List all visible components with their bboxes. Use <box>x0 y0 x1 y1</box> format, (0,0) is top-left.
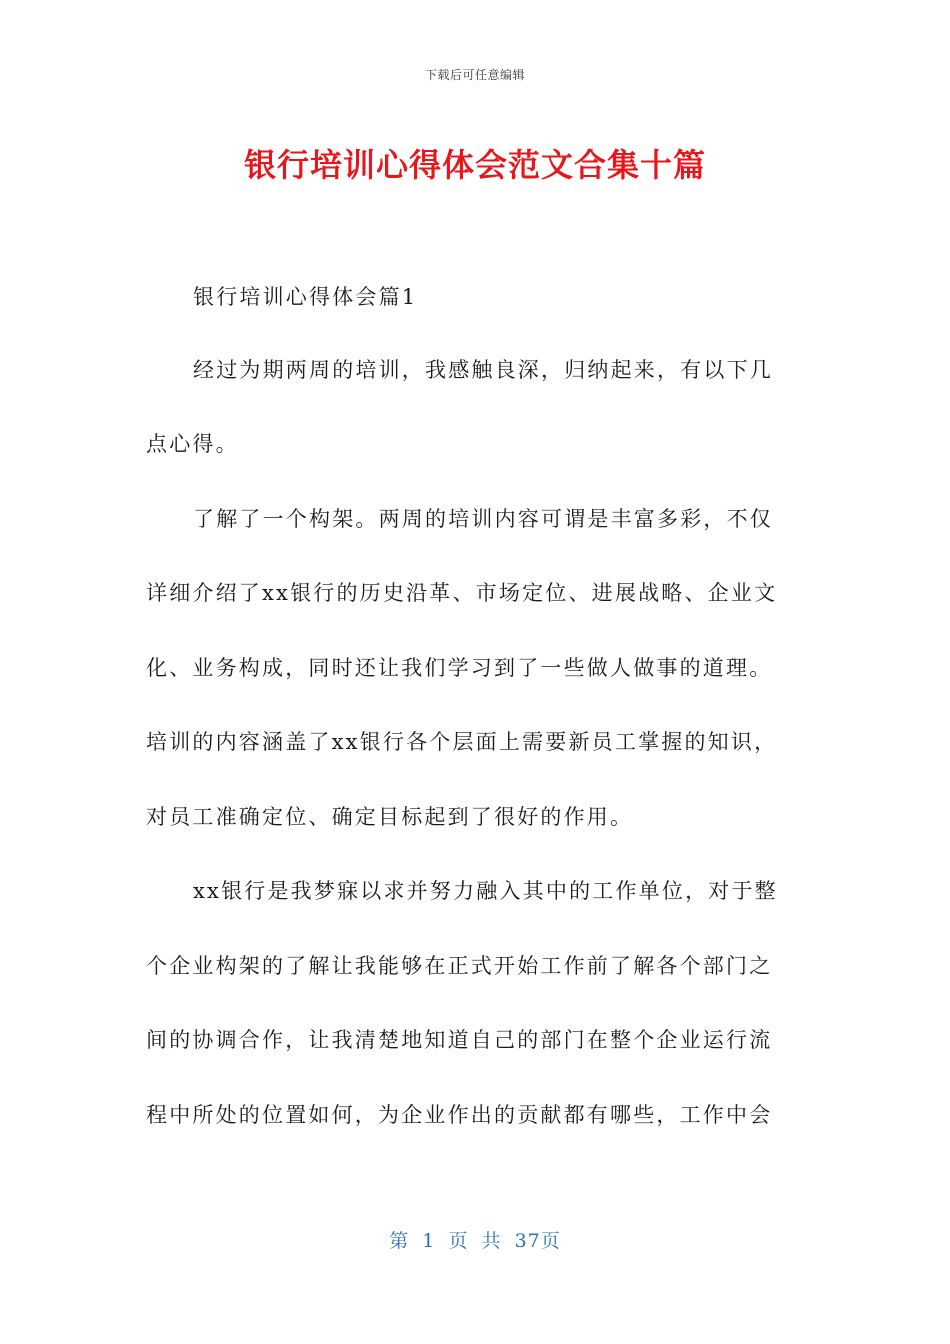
paragraph-line: 个企业构架的了解让我能够在正式开始工作前了解各个部门之 <box>146 954 773 978</box>
footer-page-unit: 页 <box>448 1230 469 1252</box>
paragraph-line: 程中所处的位置如何，为企业作出的贡献都有哪些，工作中会 <box>146 1103 773 1127</box>
paragraph-line: 对员工准确定位、确定目标起到了很好的作用。 <box>146 805 634 829</box>
section-heading: 银行培训心得体会篇1 <box>193 285 418 309</box>
paragraph-line: 点心得。 <box>146 432 239 456</box>
paragraph-line: 详细介绍了xx银行的历史沿革、市场定位、进展战略、企业文 <box>146 581 778 605</box>
document-title: 银行培训心得体会范文合集十篇 <box>243 146 706 184</box>
footer-total-pages: 37页 <box>514 1230 561 1252</box>
page-footer <box>0 1226 950 1253</box>
paragraph-line: 化、业务构成，同时还让我们学习到了一些做人做事的道理。 <box>146 656 773 680</box>
footer-page-label: 第 <box>389 1230 410 1252</box>
paragraph-line: 培训的内容涵盖了xx银行各个层面上需要新员工掌握的知识， <box>146 730 778 754</box>
paragraph-line: xx银行是我梦寐以求并努力融入其中的工作单位，对于整 <box>193 879 778 903</box>
header-note: 下载后可任意编辑 <box>424 68 525 82</box>
paragraph-line: 间的协调合作，让我清楚地知道自己的部门在整个企业运行流 <box>146 1028 773 1052</box>
footer-current-page: 1 <box>422 1230 436 1252</box>
footer-total-label: 共 <box>481 1230 502 1252</box>
paragraph-line: 了解了一个构架。两周的培训内容可谓是丰富多彩，不仅 <box>193 507 773 531</box>
paragraph-line: 经过为期两周的培训，我感触良深，归纳起来，有以下几 <box>193 358 773 382</box>
